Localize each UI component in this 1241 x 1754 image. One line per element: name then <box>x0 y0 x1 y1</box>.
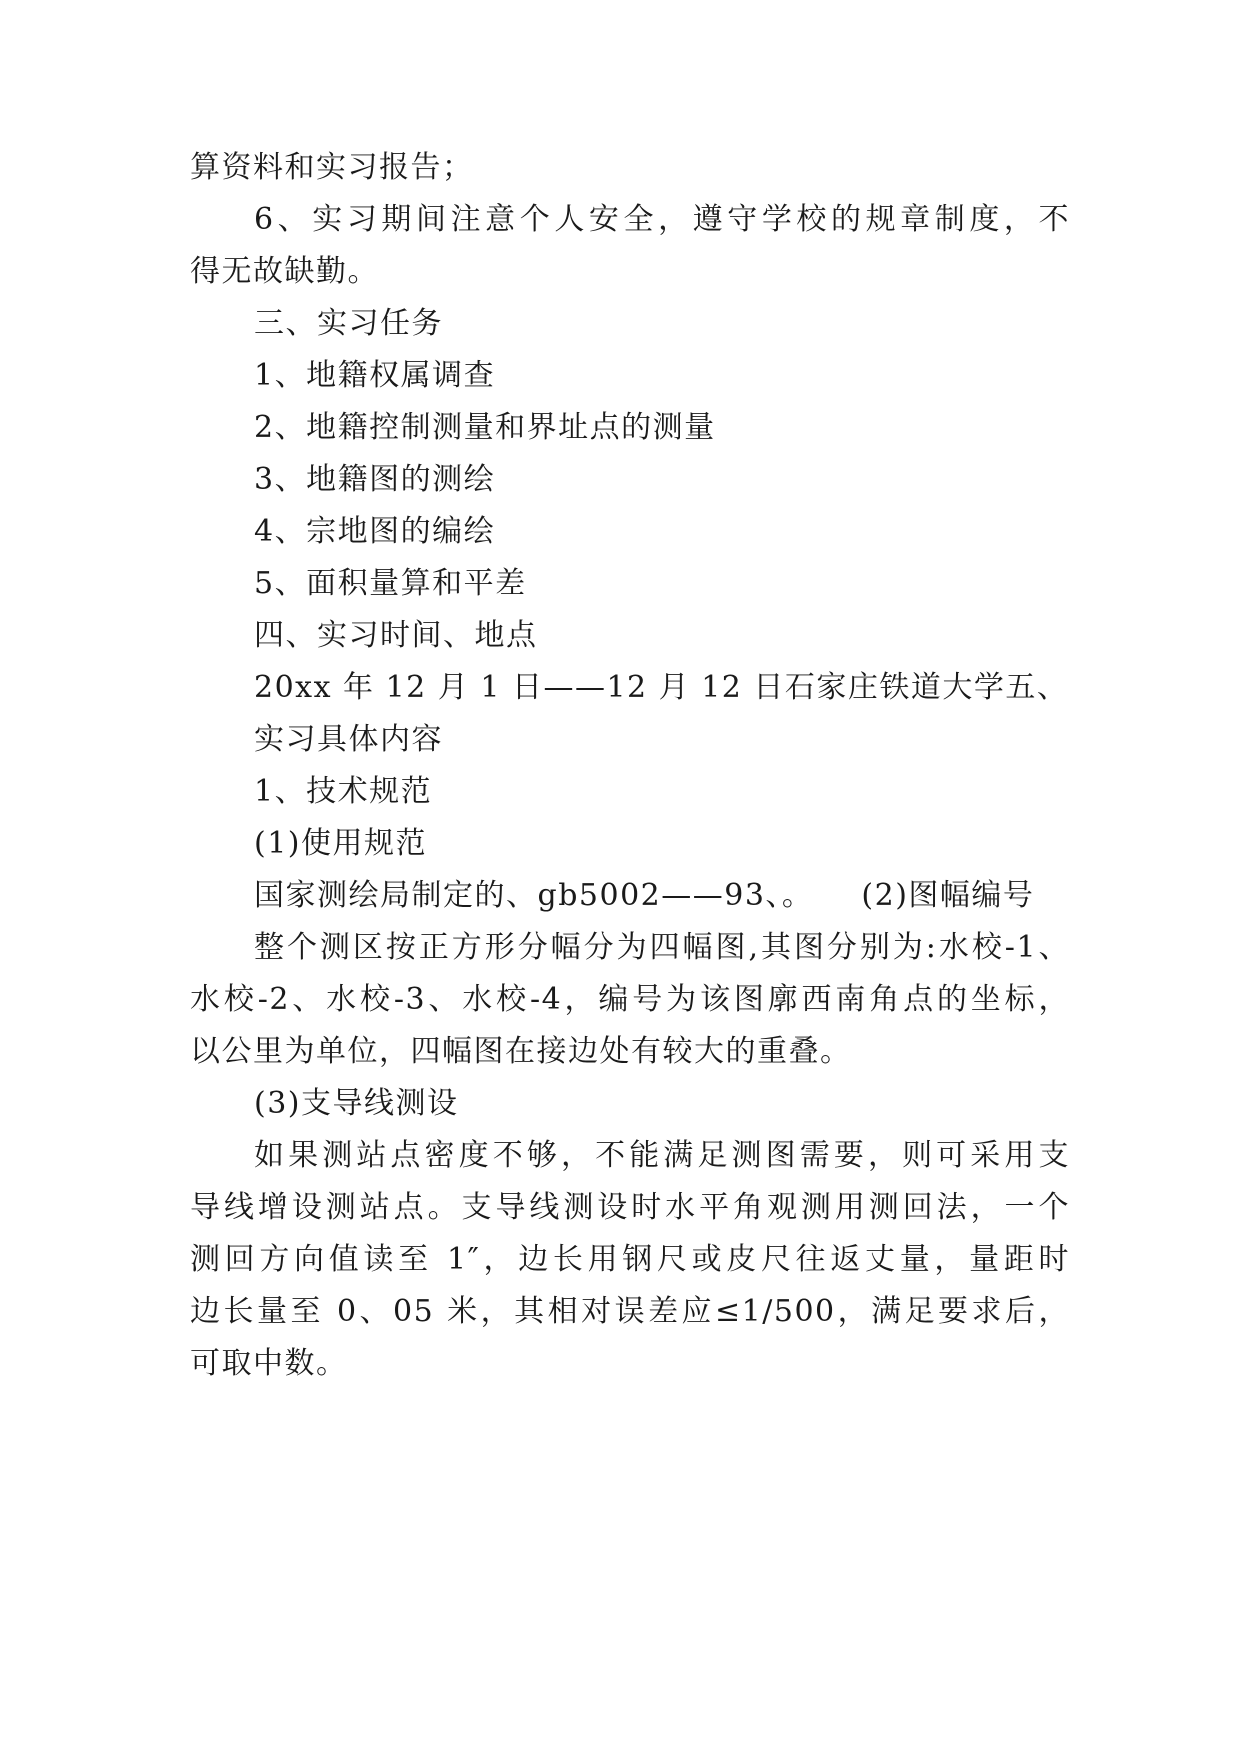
text-line: 测回方向值读至 1″，边长用钢尺或皮尺往返丈量，量距时 <box>190 1242 1070 1277</box>
text-line: 边长量至 0、05 米，其相对误差应≤1/500，满足要求后， <box>190 1294 1070 1329</box>
text-line: 算资料和实习报告； <box>190 150 474 185</box>
sub-heading: (3)支导线测设 <box>254 1086 459 1121</box>
section-heading: 三、实习任务 <box>254 306 443 341</box>
list-item: 5、面积量算和平差 <box>254 566 527 601</box>
section-heading: 实习具体内容 <box>254 722 443 757</box>
text-line: 整个测区按正方形分幅分为四幅图,其图分别为:水校-1、 <box>254 930 1070 965</box>
list-item: 1、技术规范 <box>254 774 433 809</box>
text-line: 水校-2、水校-3、水校-4，编号为该图廓西南角点的坐标， <box>190 982 1070 1017</box>
list-item: 4、宗地图的编绘 <box>254 514 496 549</box>
sub-heading: (1)使用规范 <box>254 826 427 861</box>
list-item: 2、地籍控制测量和界址点的测量 <box>254 410 716 445</box>
section-heading: 四、实习时间、地点 <box>254 618 538 653</box>
text-line: 得无故缺勤。 <box>190 254 379 289</box>
text-line: 国家测绘局制定的、gb5002——93、。 (2)图幅编号 <box>254 878 1035 913</box>
text-line: 如果测站点密度不够，不能满足测图需要，则可采用支 <box>254 1138 1070 1173</box>
list-item: 1、地籍权属调查 <box>254 358 496 393</box>
text-line: 可取中数。 <box>190 1346 348 1381</box>
text-line: 6、实习期间注意个人安全，遵守学校的规章制度，不 <box>254 202 1070 237</box>
text-line: 导线增设测站点。支导线测设时水平角观测用测回法，一个 <box>190 1190 1070 1225</box>
text-line: 以公里为单位，四幅图在接边处有较大的重叠。 <box>190 1034 852 1069</box>
text-line: 20xx 年 12 月 1 日——12 月 12 日石家庄铁道大学五、 <box>254 670 1069 705</box>
list-item: 3、地籍图的测绘 <box>254 462 496 497</box>
